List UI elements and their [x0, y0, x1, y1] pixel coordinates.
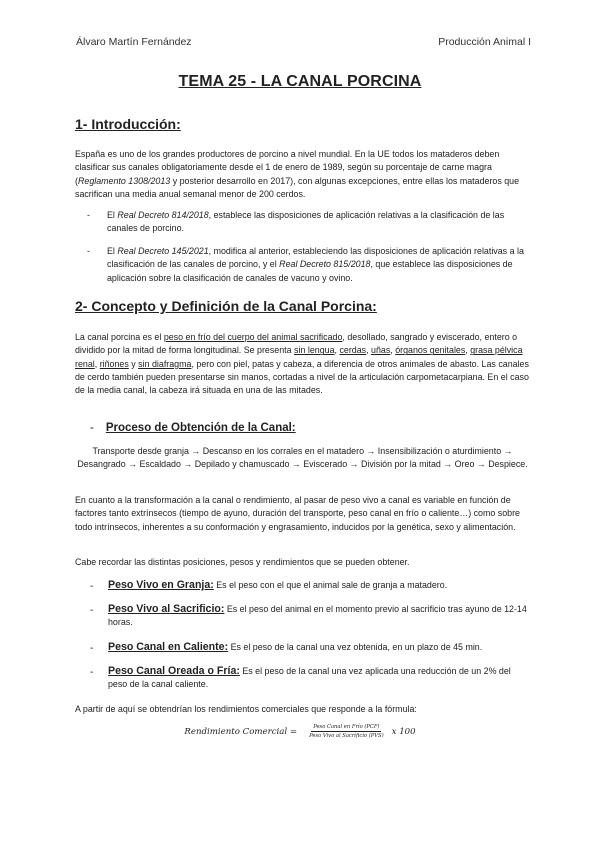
formula-intro: A partir de aquí se obtendrían los rendimientos comerciales que responde a la fórmula:	[75, 704, 417, 714]
intro-bullet-1: - El Real Decreto 814/2018, establece las disposiciones de aplicación relativas a la clasificación de las canales de porcino.	[87, 210, 505, 234]
term-live-weight-farm: - Peso Vivo en Granja: Es el peso con el que el animal sale de granja a matadero.	[90, 579, 448, 592]
section-2-heading: 2- Concepto y Definición de la Canal Porcina:	[75, 298, 377, 314]
formula-lhs: Rendimiento Comercial =	[184, 726, 298, 737]
formula-rhs: x 100	[391, 726, 416, 737]
term-live-weight-slaughter: - Peso Vivo al Sacrificio: Es el peso del animal en el momento previo al sacrificio tras ayuno de 12-14 horas.	[90, 603, 527, 628]
intro-bullet-2: - El Real Decreto 145/2021, modifica al anterior, estableciendo las disposiciones de aplicación relativas a la clasificación de las canales de porcino, y el Real Decreto 815/2018, que establece las disposiciones de aplicación sobre la clasificación de canales de vacuno y ovino.	[87, 246, 524, 283]
formula-numerator: Peso Canal en Frío (PCF)	[313, 724, 380, 730]
term-hot-carcass-weight: - Peso Canal en Caliente: Es el peso de la canal una vez obtenida, en un plazo de 45 min.	[90, 641, 483, 654]
process-steps: Transporte desde granja → Descanso en los corrales en el matadero → Insensibilización o aturdimiento → Desangrado → Escaldado → Depilado y chamuscado → Eviscerado → División por la mitad → Oreo → Despiece.	[77, 446, 528, 470]
term-cold-carcass-weight: - Peso Canal Oreada o Fría: Es el peso de la canal una vez aplicada una reducción de un 2% del peso de la canal caliente.	[90, 665, 511, 690]
intro-paragraph: España es uno de los grandes productores de porcino a nivel mundial. En la UE todos los mataderos deben clasificar sus canales obligatoriamente desde el 1 de enero de 1989, según su porcentaje de carne magra (Reglamento 1308/2013 y posterior desarrollo en 2017), con algunas excepciones, entre ellas los mataderos que sacrifican una media anual semanal menor de 200 cerdos.	[75, 149, 520, 199]
formula-denominator: Peso Vivo al Sacrificio (PVS)	[309, 733, 384, 739]
header-course: Producción Animal I	[438, 36, 531, 48]
section-1-heading: 1- Introducción:	[75, 116, 181, 132]
definition-paragraph: La canal porcina es el peso en frío del cuerpo del animal sacrificado, desollado, sangrado y eviscerado, entero o dividido por la mitad de forma longitudinal. Se presenta sin lengua, cerdas, uñas, órganos genitales, grasa pélvica renal, riñones y sin diafragma, pero con piel, patas y cabeza, a diferencia de otros animales de abasto. Las canales de cerdo también pueden presentarse sin manos, cortadas a nivel de la articulación carpometacarpiana. En el caso de la media canal, la cabeza irá situada en una de las mitades.	[75, 332, 529, 396]
yield-paragraph: En cuanto a la transformación a la canal o rendimiento, al pasar de peso vivo a canal es variable en función de factores tanto extrínsecos (tiempo de ayuno, duración del transporte, peso canal en frío o caliente…) como sobre todo intrínsecos, inherentes a su conformación y engrasamiento, inducidos por la genética, sexo y alimentación.	[75, 495, 520, 532]
positions-paragraph: Cabe recordar las distintas posiciones, pesos y rendimientos que se pueden obtener.	[75, 557, 410, 567]
process-subheading: - Proceso de Obtención de la Canal:	[90, 422, 296, 434]
formula-fraction	[307, 724, 386, 739]
header-author: Álvaro Martín Fernández	[76, 36, 192, 48]
page-title: TEMA 25 - LA CANAL PORCINA	[178, 73, 422, 90]
yield-formula	[0, 724, 600, 739]
